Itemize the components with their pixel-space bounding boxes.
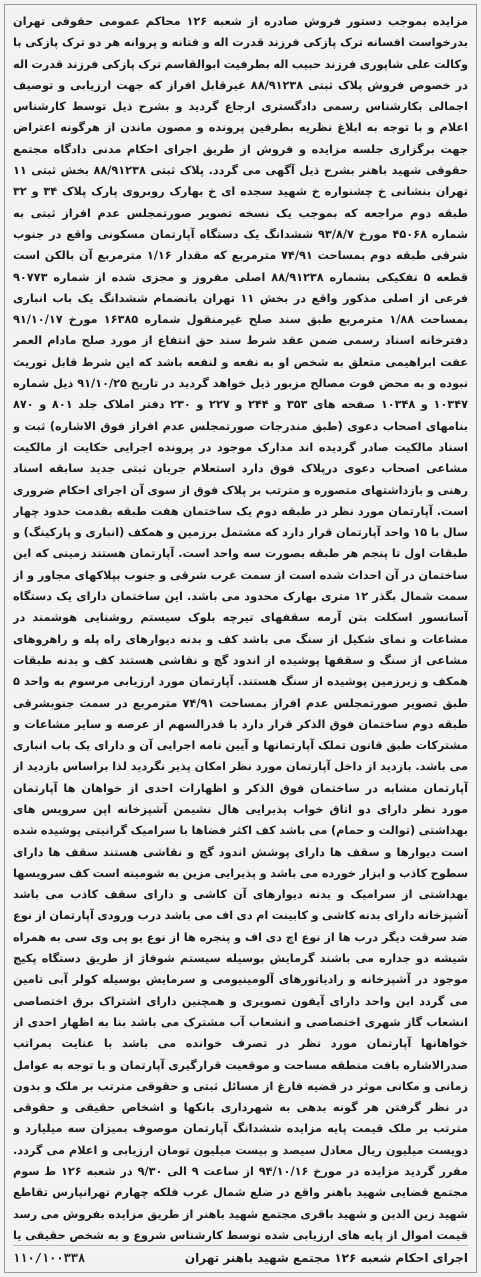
notice-footer	[13, 1245, 468, 1270]
issuer-signature: اجرای احکام شعبه ۱۲۶ مجتمع شهید باهنر تهران	[184, 1251, 468, 1265]
auction-notice	[4, 4, 477, 1273]
notice-body-text: مزایده بموجب دستور فروش صادره از شعبه ۱۲۶ محاکم عمومی حقوقی تهران بدرخواست افسانه ترک پازکی فرزند قدرت اله و فتانه و پروانه هر دو ترک پازکی با وکالت علی شاپوری فرزند حبیب اله بطرفیت ابوالقاسم ترک پازکی فرزند قدرت اله در خصوص فروش پلاک ثبتی ۸۸/۹۱۲۳۸ غیرقابل افراز که جهت ارزیابی و توصیف اجمالی بکارشناس رسمی دادگستری ارجاع گردید و بشرح ذیل توسط کارشناس اعلام و با توجه به ابلاغ نظریه بطرفین پرونده و مصون ماندن از هرگونه اعتراض جهت برگزاری جلسه مزایده و فروش از طریق اجرای احکام مدنی دادگاه مجتمع حقوقی شهید باهنر بشرح ذیل آگهی می گردد. پلاک ثبتی ۸۸/۹۱۲۳۸ بخش ثبتی ۱۱ تهران بنشانی خ چشنواره خ شهید سجده ای خ بهارک روبروی پارک پلاک ۳۴ و ۳۲ طبقه دوم مراجعه که بموجب یک نسخه تصویر صورتمجلس عدم افراز ثبتی به شماره ۴۵۰۶۸ مورخ ۹۳/۸/۷ ششدانگ یک دستگاه آپارتمان مسکونی واقع در جنوب شرقی طبقه دوم بمساحت ۷۴/۹۱ مترمربع که مقدار ۱/۱۶ مترمربع آن بالکن است قطعه ۵ تفکیکی بشماره ۸۸/۹۱۲۳۸ اصلی مفروز و مجزی شده از شماره ۹۰۷۷۳ فرعی از اصلی مذکور واقع در بخش ۱۱ تهران بانضمام ششدانگ یک باب انباری بمساحت ۱/۸۸ مترمربع طبق سند صلح غیرمنقول شماره ۱۶۳۸۵ مورخ ۹۱/۱۰/۱۷ دفترخانه اسناد رسمی ضمن عقد شرط سند حق انتفاع از مورد صلح مادام العمر عفت ابراهیمی متعلق به شخص او به نفعه و لنفعه باشد که این شرط قابل توریث نبوده و به محض فوت مصالح مزبور ذیل خواهد گردید در تاریخ ۹۱/۱۰/۲۵ ذیل شماره ۱۰۳۴۷ و ۱۰۳۴۸ صفحه های ۳۵۳ و ۲۴۴ و ۲۲۷ و ۲۳۰ دفتر املاک جلد ۸۰۱ و ۸۷۰ بنامهای اصحاب دعوی (طبق مندرجات صورتمجلس عدم افراز فوق الاشاره) ثبت و اسناد مالکیت صادر گردیده اند مدارک موجود در پرونده اجرایی حکایت از مالکیت مشاعی اصحاب دعوی درپلاک فوق دارد استعلام جریان ثبتی جدید سابقه اسناد رهنی و بازداشتهای متصوره و مترتب بر پلاک فوق از سوی آن اجرای احکام ضروری است. آپارتمان مورد نظر در طبقه دوم یک ساختمان هفت طبقه بقدمت حدود چهار سال با ۱۵ واحد آپارتمان قرار دارد که مشتمل برزمین و همکف (انباری و پارکینگ) و طبقات اول تا پنجم هر طبقه بصورت سه واحد است. آپارتمان هستند زمینی که این ساختمان در آن احداث شده است از سمت غرب شرقی و جنوب بپلاکهای مجاور و از سمت شمال بگذر ۱۲ متری بهارک محدود می باشد. این ساختمان دارای یک دستگاه آسانسور اسکلت بتن آرمه سقفهای تیرچه بلوک سیستم روشنایی هوشمند در مشاعات و نمای شکیل از سنگ می باشد کف و بدنه دیوارهای راه پله و راهروهای مشاعی از سنگ و سقفها پوشیده از اندود گچ و نقاشی هستند کف و بدنه طبقات همکف و زیرزمین پوشیده از سنگ هستند. آپارتمان مورد ارزیابی مرسوم به واحد ۵ طبق تصویر صورتمجلس عدم افراز بمساحت ۷۴/۹۱ مترمربع در سمت جنوبشرقی طبقه دوم ساختمان فوق الذکر قرار دارد با قدرالسهم از عرصه و سایر مشاعات و مشترکات طبق قانون تملک آپارتمانها و آیین نامه اجرایی آن و دارای یک باب انباری می باشد. بازدید از داخل آپارتمان مورد نظر امکان پذیر نگردید لذا براساس بازدید از آپارتمان مشابه در ساختمان فوق الذکر و اظهارات احدی از خواهان ها آپارتمان مورد نظر دارای دو اتاق خواب پذیرایی هال نشیمن آشپزخانه اپن سرویس های بهداشتی (توالت و حمام) می باشد کف اکثر فضاها با سرامیک گرانیتی پوشیده شده است دیوارها و سقف ها دارای پوشش اندود گچ و نقاشی هستند سقف ها دارای سطوح کاذب و ابزار خورده می باشد و پذیرایی مزین به شومینه است کف سرویسها بهداشتی از سرامیک و بدنه دیوارهای آن کاشی و دارای سقف کاذب می باشد آشپزخانه دارای بدنه کاشی و کابینت ام دی اف می باشد درب ورودی آپارتمان از نوع ضد سرقت دیگر درب ها از نوع اچ دی اف و پنجره ها از نوع یو پی وی سی به همراه شیشه دو جداره می باشند گرمایش بوسیله سیستم شوفاژ از طریق دستگاه پکیج موجود در آشپزخانه و رادیاتورهای آلومینیومی و سرمایش بوسیله کولر آبی تامین می گردد این واحد دارای آیفون تصویری و همچنین دارای اشتراک برق اختصاصی انشعاب گاز شهری اختصاصی و انشعاب آب مشترک می باشد بنا به اظهار احدی از خواهانها آپارتمان مورد نظر در تصرف خوانده می باشد با عنایت بمراتب صدرالاشاره بافت منطقه مساحت و موقعیت قرارگیری آپارتمان و با توجه به عوامل زمانی و مکانی موثر در قضیه فارغ از مسائل ثبتی و حقوقی مترتب بر ملک و بدون در نظر گرفتن هر گونه بدهی به شهرداری بانکها و اشخاص حقیقی و حقوقی مترتب بر ملک قیمت پایه مزایده ششدانگ آپارتمان موصوف بمیزان سه میلیارد و دویست میلیون ریال معادل سیصد و بیست میلیون تومان ارزیابی و اعلام می گردد. مقرر گردید مزایده در مورخ ۹۴/۱۰/۱۶ از ساعت ۹ الی ۹/۳۰ در شعبه ۱۲۶ ط سوم مجتمع قضایی شهید باهنر واقع در ضلع شمال غرب فلکه چهارم تهرانپارس تقاطع شهید زین الدین و شهید باقری مجتمع شهید باهنر از طریق مزایده بفروش می رسد قیمت اموال از پایه های ارزیابی شده توسط کارشناس شروع و به شخص حقیقی یا	[13, 15, 468, 1242]
notice-code: ۱۱۰/۱۰۰۳۳۸	[13, 1251, 86, 1265]
